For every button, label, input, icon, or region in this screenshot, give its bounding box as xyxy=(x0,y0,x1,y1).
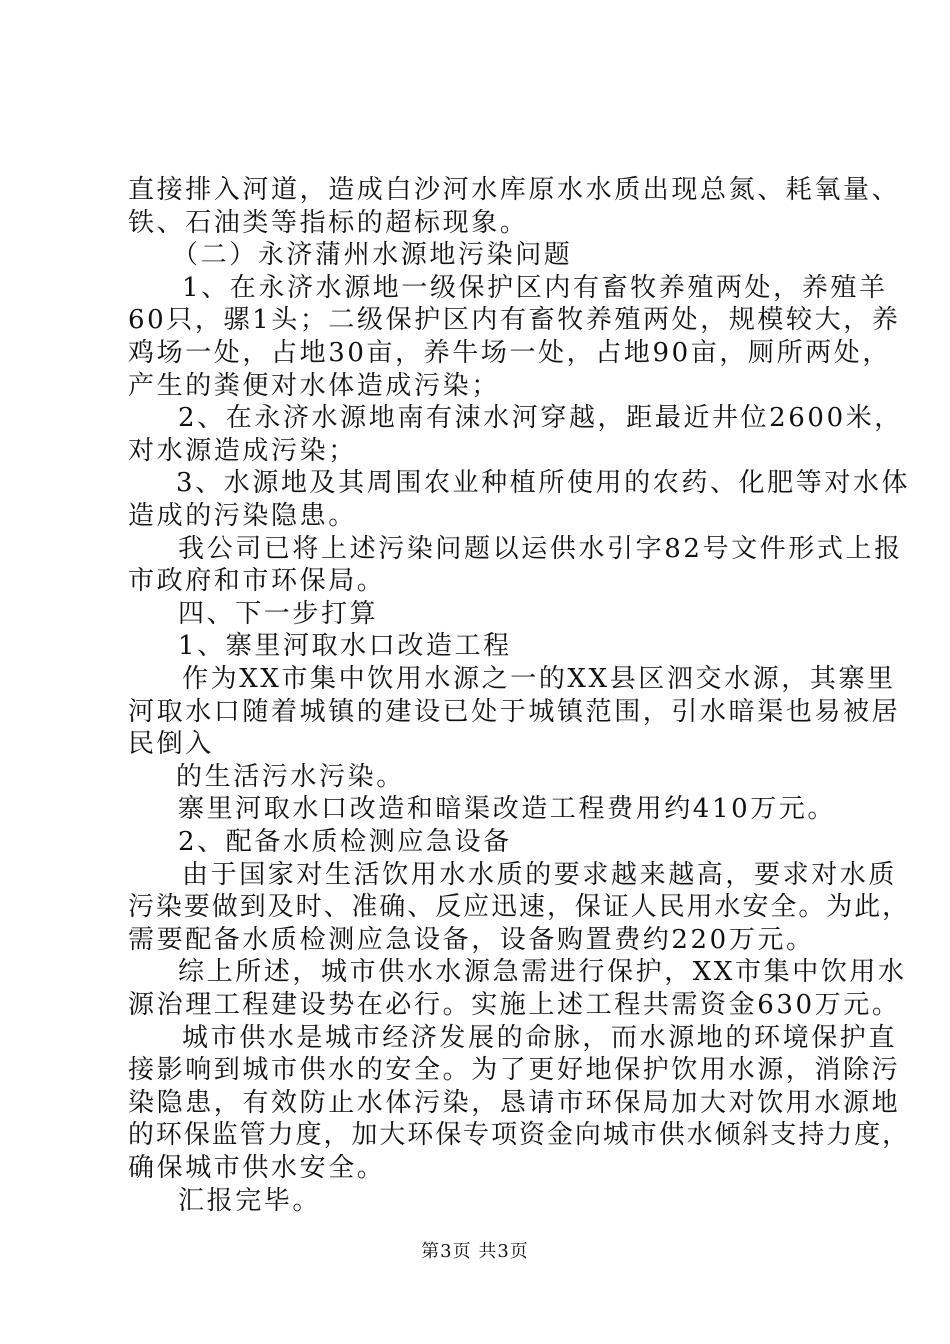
section-heading: 2、配备水质检测应急设备 xyxy=(178,827,512,857)
text-line: 作为XX市集中饮用水源之一的XX县区泗交水源，其寨里 xyxy=(182,664,896,694)
text-line: 接影响到城市供水的安全。为了更好地保护饮用水源，消除污 xyxy=(128,1055,901,1086)
text-line: 造成的污染隐患。 xyxy=(128,501,357,531)
text-line: 汇报完毕。 xyxy=(178,1185,322,1216)
text-line: 鸡场一处，占地30亩，养牛场一处，占地90亩，厕所两处， xyxy=(128,338,891,368)
text-line: 城市供水是城市经济发展的命脉，而水源地的环境保护直 xyxy=(182,1022,898,1053)
text-line: 的环保监管力度，加大环保专项资金向城市供水倾斜支持力度， xyxy=(128,1120,911,1151)
text-line: 由于国家对生活饮用水水质的要求越来越高，要求对水质 xyxy=(182,859,898,890)
section-heading: （二）永济蒲州水源地污染问题 xyxy=(172,240,573,271)
text-line: 产生的粪便对水体造成污染； xyxy=(128,370,500,401)
text-line: 污染要做到及时、准确、反应迅速，保证人民用水安全。为此， xyxy=(128,892,911,923)
text-line: 民倒入 xyxy=(128,729,214,760)
text-line: 对水源造成污染； xyxy=(128,435,357,466)
text-line: 市政府和市环保局。 xyxy=(128,566,386,597)
section-heading: 四、下一步打算 xyxy=(178,598,379,629)
text-line: 的生活污水污染。 xyxy=(176,761,405,792)
section-heading: 1、寨里河取水口改造工程 xyxy=(178,631,512,662)
text-line: 染隐患，有效防止水体污染，恳请市环保局加大对饮用水源地 xyxy=(128,1087,901,1118)
text-line: 1、在永济水源地一级保护区内有畜牧养殖两处，养殖羊 xyxy=(182,272,888,303)
text-line: 直接排入河道，造成白沙河水库原水水质出现总氮、耗氧量、 xyxy=(128,175,901,205)
page-number-footer: 第3页 共3页 xyxy=(421,1241,529,1262)
text-line: 需要配备水质检测应急设备，设备购置费约220万元。 xyxy=(128,924,815,955)
text-line: 确保城市供水安全。 xyxy=(128,1153,386,1183)
text-line: 寨里河取水口改造和暗渠改造工程费用约410万元。 xyxy=(178,794,837,825)
text-line: 2、在永济水源地南有涑水河穿越，距最近井位2600米， xyxy=(178,403,903,434)
text-line: 综上所述，城市供水水源急需进行保护，XX市集中饮用水 xyxy=(178,957,907,988)
text-line: 我公司已将上述污染问题以运供水引字82号文件形式上报 xyxy=(178,533,903,564)
text-line: 3、水源地及其周围农业种植所使用的农药、化肥等对水体 xyxy=(176,468,911,499)
text-line: 源治理工程建设势在必行。实施上述工程共需资金630万元。 xyxy=(128,990,901,1020)
text-line: 60只，骡1头；二级保护区内有畜牧养殖两处，规模较大，养 xyxy=(128,305,901,336)
text-line: 铁、石油类等指标的超标现象。 xyxy=(128,207,529,238)
text-line: 河取水口随着城镇的建设已处于城镇范围，引水暗渠也易被居 xyxy=(128,696,901,727)
